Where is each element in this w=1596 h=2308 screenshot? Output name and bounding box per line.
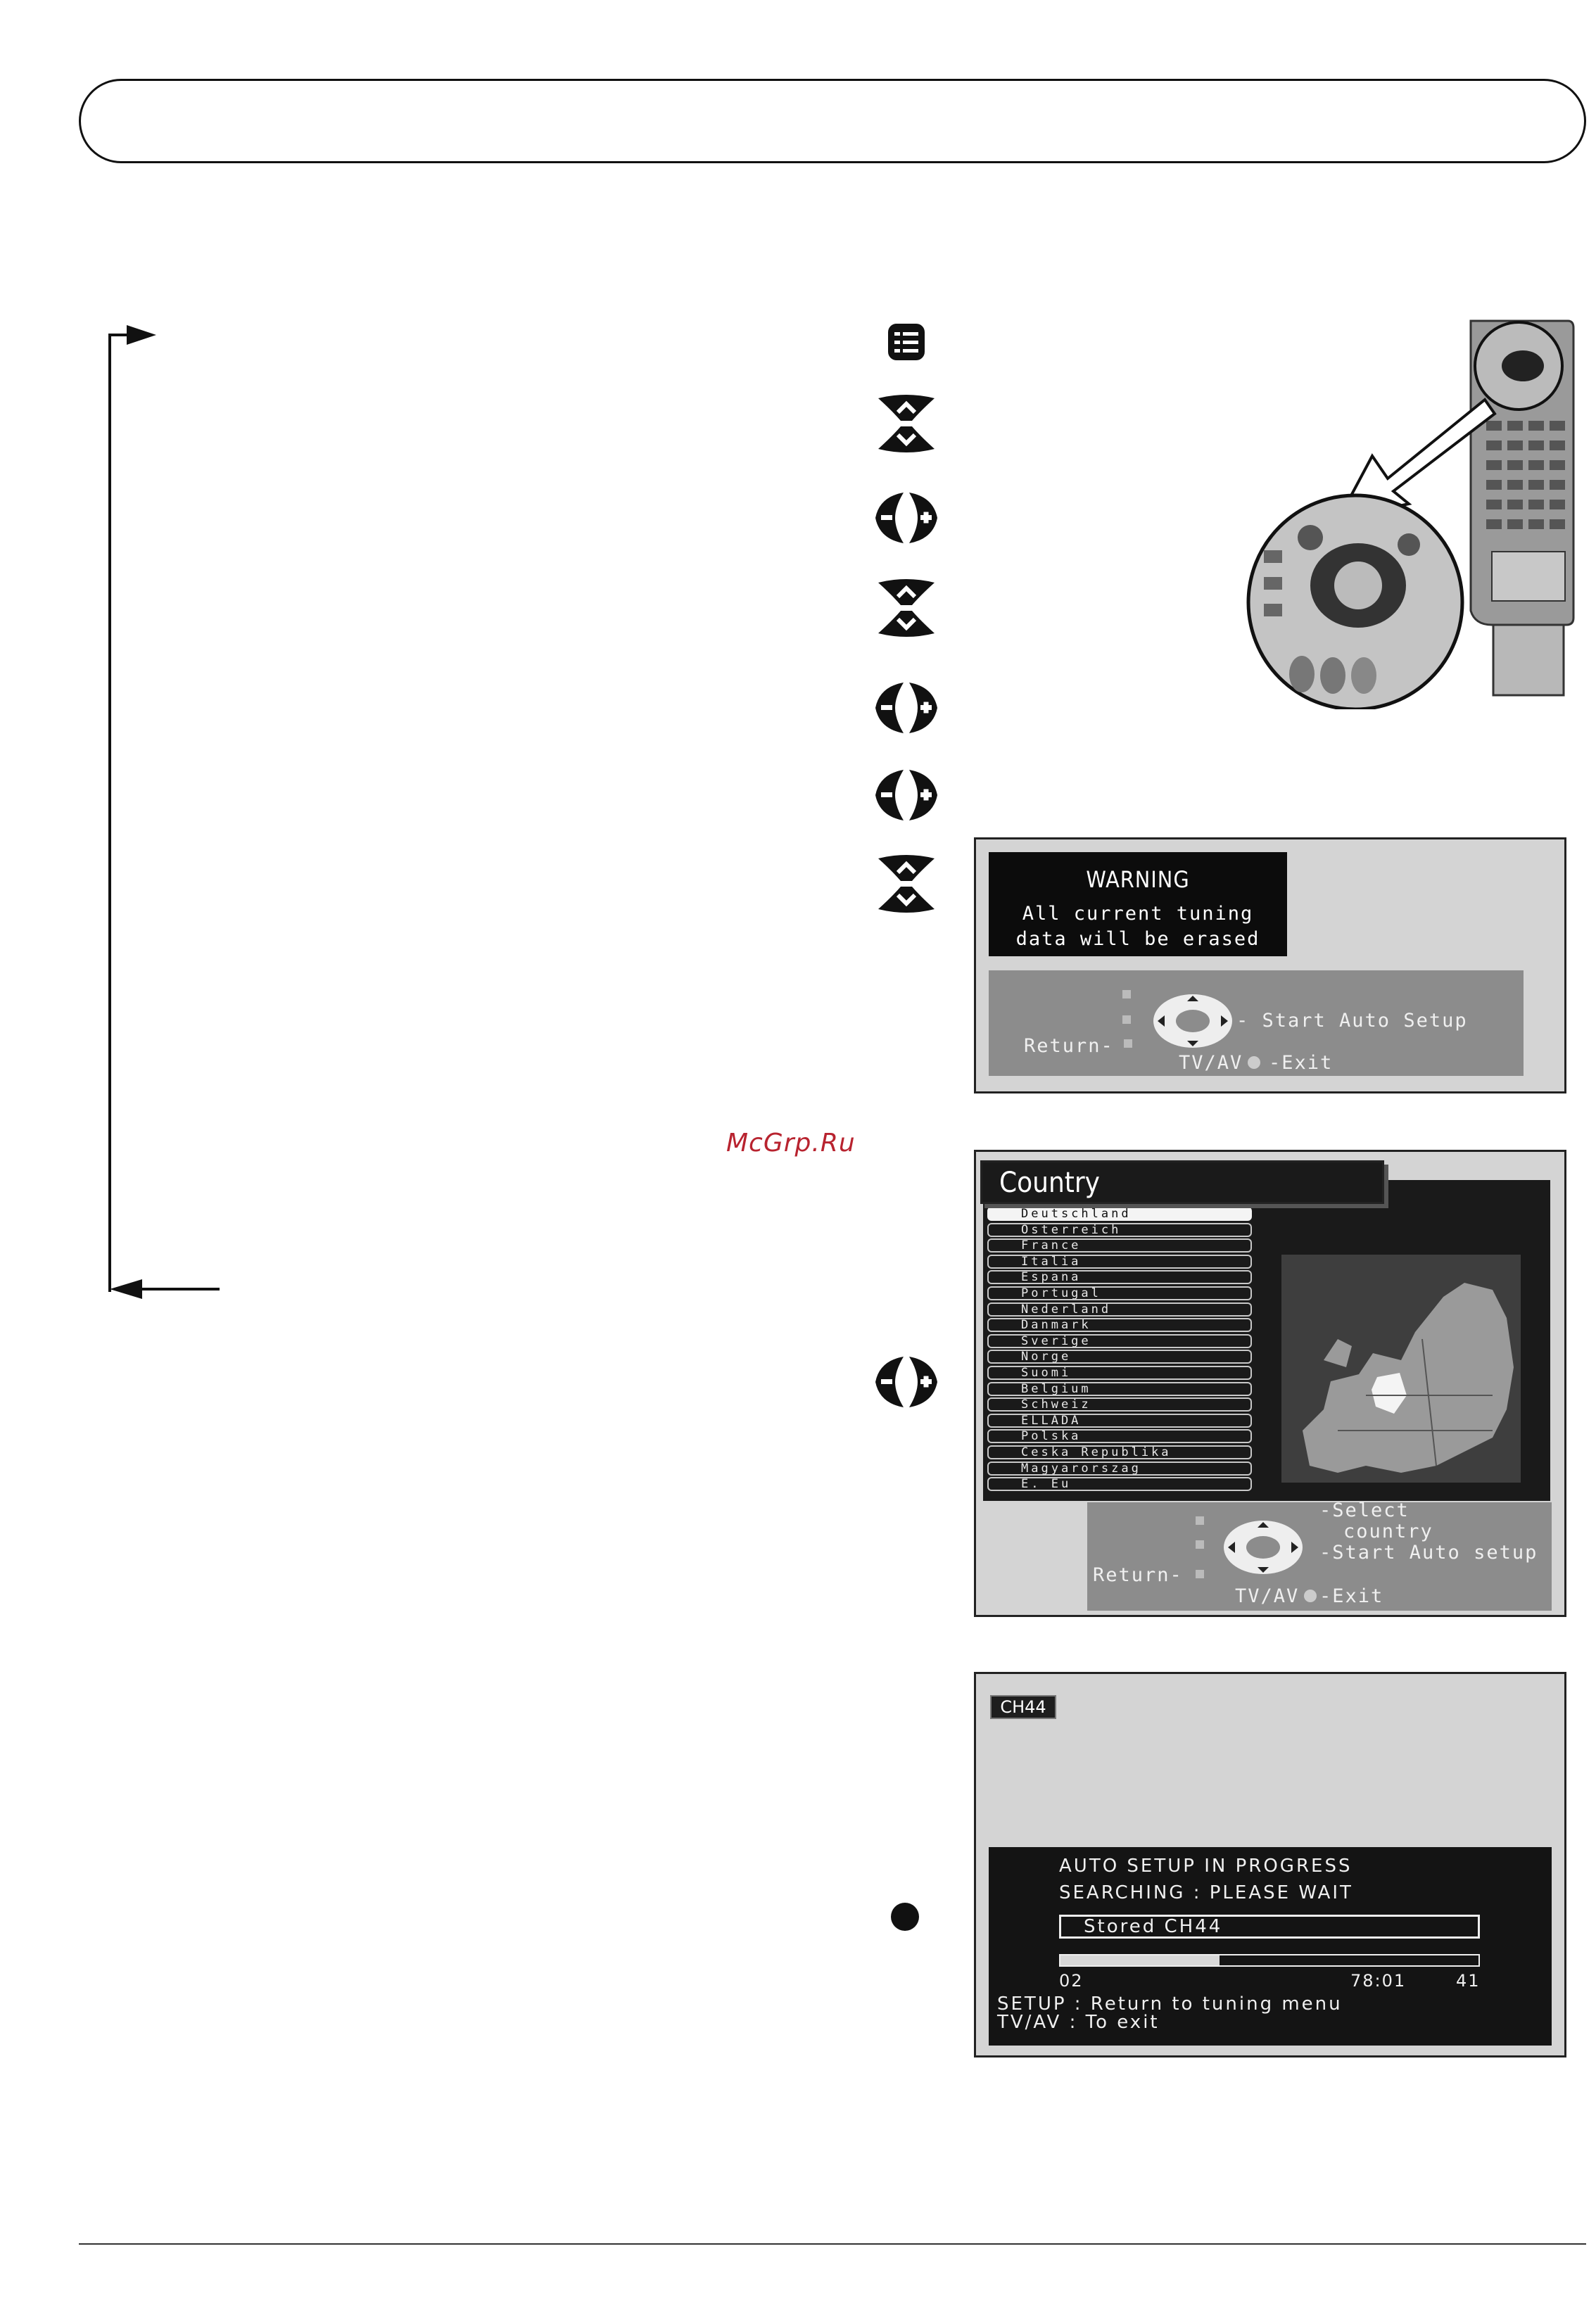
country-item[interactable]: Nederland <box>987 1302 1252 1317</box>
navigation-pad-icon <box>1151 991 1235 1051</box>
indicator-dot <box>1122 990 1131 998</box>
warning-osd-screen <box>974 837 1566 1093</box>
country-item[interactable]: Deutschland <box>987 1207 1252 1221</box>
navigation-pad-icon <box>1221 1518 1305 1577</box>
watermark-text: McGrp.Ru <box>726 1129 856 1158</box>
status-line-1: AUTO SETUP IN PROGRESS <box>1059 1856 1353 1877</box>
warning-line-2: data will be erased <box>1015 928 1260 950</box>
country-list <box>987 1207 1252 1493</box>
exit-label: -Exit <box>1319 1585 1384 1607</box>
country-item[interactable]: Schweiz <box>987 1397 1252 1412</box>
country-osd-screen <box>974 1150 1566 1617</box>
tvav-label: TV/AV <box>1235 1585 1300 1607</box>
indicator-dot <box>1196 1540 1204 1549</box>
country-item[interactable]: Magyarorszag <box>987 1461 1252 1476</box>
progress-bar <box>1059 1954 1480 1967</box>
minus-plus-button-icon <box>871 760 942 830</box>
exit-label: -Exit <box>1269 1052 1334 1074</box>
country-item[interactable]: Polska <box>987 1429 1252 1443</box>
tvav-button-icon <box>1304 1590 1317 1602</box>
select-country-label-2: country <box>1343 1521 1433 1542</box>
country-nav-panel <box>1087 1499 1552 1611</box>
menu-button-icon <box>871 307 942 377</box>
select-country-label: -Select <box>1319 1499 1410 1521</box>
country-item[interactable]: Osterreich <box>987 1223 1252 1237</box>
tvav-label: TV/AV <box>1179 1052 1243 1074</box>
progress-bar-fill <box>1060 1955 1220 1965</box>
indicator-dot <box>1196 1516 1204 1525</box>
progress-panel <box>989 1847 1552 2046</box>
country-item[interactable]: Suomi <box>987 1366 1252 1380</box>
up-down-button-icon <box>871 573 942 643</box>
channel-badge: CH44 <box>990 1695 1056 1719</box>
country-item[interactable]: ELLADA <box>987 1414 1252 1428</box>
stored-channel-box: Stored CH44 <box>1059 1915 1480 1939</box>
country-panel <box>983 1180 1550 1501</box>
country-item[interactable]: Portugal <box>987 1286 1252 1300</box>
return-button-icon <box>1124 1039 1132 1048</box>
country-item[interactable]: Belgium <box>987 1382 1252 1396</box>
country-item[interactable]: Norge <box>987 1350 1252 1364</box>
progress-end-label: 41 <box>1456 1971 1481 1991</box>
flow-bracket-line <box>108 334 111 1292</box>
warning-message-box <box>989 852 1287 956</box>
country-item[interactable]: Italia <box>987 1255 1252 1269</box>
country-title: Country <box>980 1160 1384 1204</box>
help-setup-line: SETUP : Return to tuning menu <box>997 1993 1343 2015</box>
tvav-button-icon <box>1248 1056 1260 1069</box>
auto-setup-osd-screen <box>974 1672 1566 2057</box>
up-down-button-icon <box>871 849 942 919</box>
start-auto-setup-label: -Start Auto setup <box>1319 1542 1538 1564</box>
country-item[interactable]: Danmark <box>987 1318 1252 1332</box>
help-tvav-line: TV/AV : To exit <box>997 2012 1160 2033</box>
ok-button-icon <box>870 1882 940 1952</box>
progress-start-label: 02 <box>1059 1971 1084 1991</box>
warning-line-1: All current tuning <box>1022 903 1254 925</box>
country-item[interactable]: E. Eu <box>987 1477 1252 1491</box>
remote-control-illustration <box>1224 315 1576 709</box>
indicator-dot <box>1122 1015 1131 1024</box>
minus-plus-button-icon <box>871 673 942 743</box>
start-auto-setup-label: - Start Auto Setup <box>1236 1010 1468 1032</box>
country-item[interactable]: Espana <box>987 1270 1252 1284</box>
page-header-band <box>79 79 1586 163</box>
flow-bracket-bottom <box>131 1288 220 1291</box>
return-label: Return- <box>1024 1035 1114 1057</box>
country-item[interactable]: Sverige <box>987 1334 1252 1348</box>
progress-mid-label: 78:01 <box>1350 1971 1407 1991</box>
warning-title: WARNING <box>1086 866 1190 893</box>
minus-plus-button-icon <box>871 483 942 553</box>
up-down-button-icon <box>871 388 942 459</box>
europe-map-icon <box>1281 1255 1521 1483</box>
country-item[interactable]: France <box>987 1238 1252 1253</box>
footer-rule <box>79 2243 1586 2245</box>
country-item[interactable]: Ceska Republika <box>987 1445 1252 1459</box>
status-line-2: SEARCHING : PLEASE WAIT <box>1059 1882 1353 1903</box>
warning-nav-panel <box>989 970 1524 1076</box>
flow-arrow-left-icon <box>110 1279 142 1299</box>
flow-arrow-right-icon <box>127 325 156 345</box>
minus-plus-button-icon <box>871 1347 942 1417</box>
return-button-icon <box>1196 1570 1204 1578</box>
return-label: Return- <box>1093 1564 1183 1586</box>
